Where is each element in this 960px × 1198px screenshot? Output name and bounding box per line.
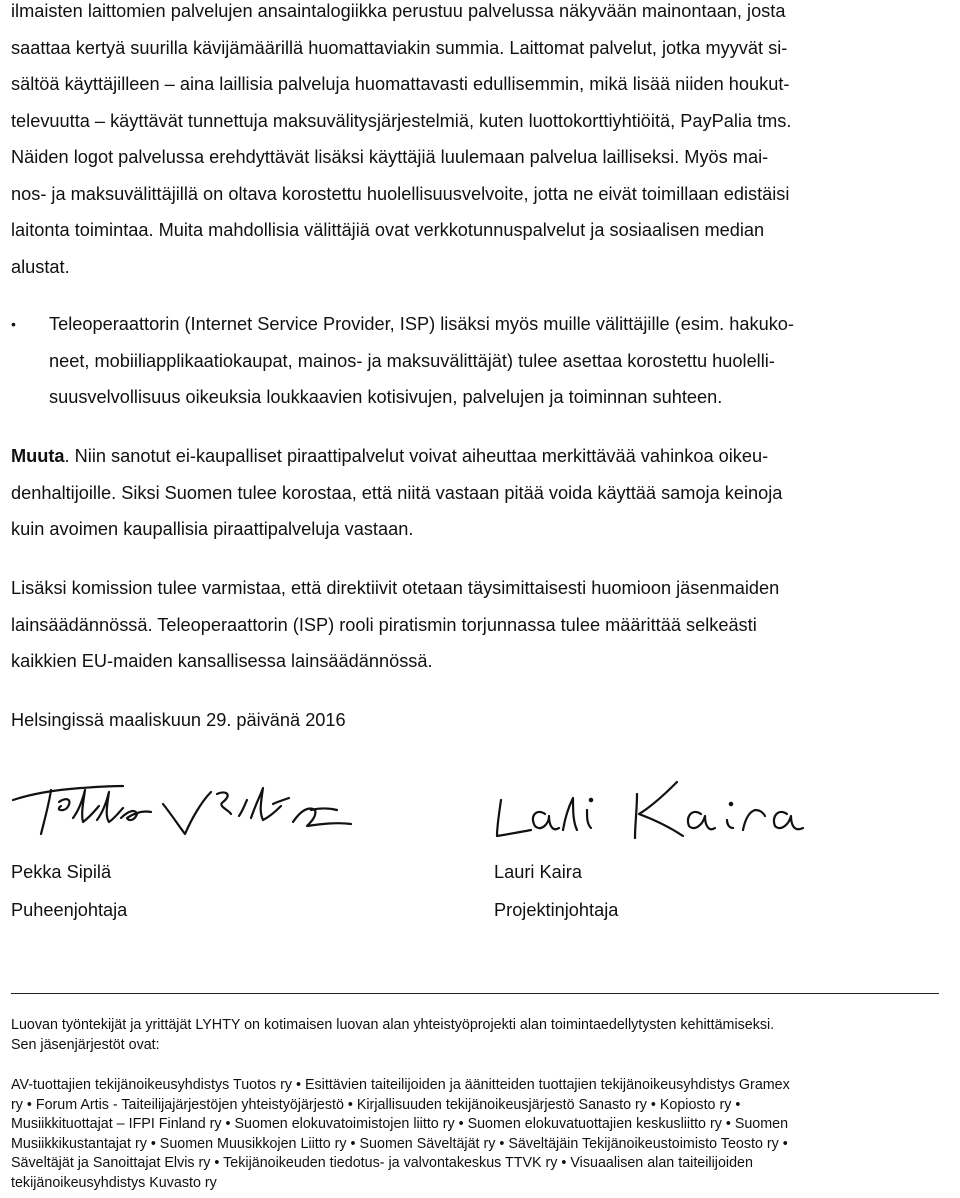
text-line: alustat. — [11, 256, 70, 277]
text-line: kaikkien EU-maiden kansallisessa lainsäädännössä. — [11, 651, 433, 671]
text-line: sältöä käyttäjilleen – aina laillisia palveluja huomattavasti edullisemmin, mikä lisää niiden houkut- — [11, 74, 790, 94]
footer-member-organizations — [11, 1076, 946, 1193]
text-line: Lisäksi komission tulee varmistaa, että direktiivit otetaan täysimittaisesti huomioon jäsenmaiden — [11, 578, 780, 598]
text-line — [11, 438, 782, 475]
text-line: lainsäädännössä. Teleoperaattorin (ISP) rooli piratismin torjunnassa tulee määrittää selkeästi — [11, 614, 757, 635]
text-line: televuutta – käyttävät tunnettuja maksuvälitysjärjestelmiä, kuten luottokorttiyhtiöitä, PayPalia tms. — [11, 110, 792, 131]
paragraph-muuta — [11, 438, 782, 548]
footer-line: Sen jäsenjärjestöt ovat: — [11, 1036, 160, 1053]
signatory-title: Projektinjohtaja — [494, 900, 619, 920]
paragraph-commission — [11, 570, 779, 680]
text-line: neet, mobiiliapplikaatiokaupat, mainos- ja maksuvälittäjät) tulee asettaa korostettu huolelli- — [49, 350, 775, 371]
footer-intro — [11, 1016, 946, 1055]
footer-line: Musiikkikustantajat ry • Suomen Muusikkojen Liitto ry • Suomen Säveltäjät ry • Säveltäjäin Tekijänoikeustoimisto Teosto ry • — [11, 1135, 788, 1152]
footer-line: Luovan työntekijät ja yrittäjät LYHTY on kotimaisen luovan alan yhteistyöprojekti alan toimintaedellytysten kehittämiseksi. — [11, 1017, 775, 1033]
signature-lauri-kaira-image — [487, 770, 847, 850]
paragraph-piracy-services — [11, 0, 791, 285]
section-heading-muuta: Muuta — [11, 446, 65, 466]
text-line: Näiden logot palvelussa erehdyttävät lisäksi käyttäjiä luulemaan palvelua lailliseksi. Myös mai- — [11, 147, 769, 167]
footer-divider — [11, 993, 939, 994]
signature-pekka-sipila-image — [11, 770, 371, 850]
bullet-icon: • — [11, 316, 16, 332]
text-line: kuin avoimen kaupallisia piraattipalveluja vastaan. — [11, 519, 414, 539]
footer-line: Musiikkituottajat – IFPI Finland ry • Suomen elokuvatoimistojen liitto ry • Suomen elokuvatuottajien keskusliitto ry • Suomen — [11, 1116, 789, 1132]
date-line — [11, 702, 346, 739]
footer-line: Säveltäjät ja Sanoittajat Elvis ry • Tekijänoikeuden tiedotus- ja valvontakeskus TTVK ry • Visuaalisen alan taiteilijoiden — [11, 1155, 753, 1171]
text-line: saattaa kertyä suurilla kävijämäärillä huomattaviakin summia. Laittomat palvelut, jotka myyvät si- — [11, 37, 788, 58]
text-line: denhaltijoille. Siksi Suomen tulee korostaa, että niitä vastaan pitää voida käyttää samoja keinoja — [11, 482, 783, 503]
text-line: ilmaisten laittomien palvelujen ansaintalogiikka perustuu palvelussa näkyvään mainontaan, josta — [11, 1, 786, 21]
date-text: Helsingissä maaliskuun 29. päivänä 2016 — [11, 710, 346, 730]
signatory-2 — [494, 853, 618, 929]
signatory-name: Pekka Sipilä — [11, 862, 112, 882]
signatory-1 — [11, 853, 127, 929]
text-line: laitonta toimintaa. Muita mahdollisia välittäjiä ovat verkkotunnuspalvelut ja sosiaalisen median — [11, 220, 765, 240]
text-line: suusvelvollisuus oikeuksia loukkaavien kotisivujen, palvelujen ja toiminnan suhteen. — [49, 387, 723, 407]
signatory-name: Lauri Kaira — [494, 862, 582, 882]
footer-line: AV-tuottajien tekijänoikeusyhdistys Tuotos ry • Esittävien taiteilijoiden ja äänitteiden tuottajien tekijänoikeusyhdistys Gramex — [11, 1077, 790, 1093]
footer — [11, 1016, 946, 1193]
footer-line: ry • Forum Artis - Taiteilijajärjestöjen yhteistyöjärjestö • Kirjallisuuden tekijänoikeusjärjestö Sanasto ry • Kopiosto ry • — [11, 1096, 741, 1113]
text-line: nos- ja maksuvälittäjillä on oltava korostettu huolellisuusvelvoite, jotta ne eivät toimillaan edistäisi — [11, 183, 790, 204]
signatory-title: Puheenjohtaja — [11, 900, 128, 920]
text-line-rest: . Niin sanotut ei-kaupalliset piraattipalvelut voivat aiheuttaa merkittävää vahinkoa oikeu- — [64, 446, 769, 466]
text-line: Teleoperaattorin (Internet Service Provider, ISP) lisäksi myös muille välittäjille (esim. hakuko- — [49, 314, 794, 334]
footer-line: tekijänoikeusyhdistys Kuvasto ry — [11, 1174, 217, 1191]
bullet-text — [49, 306, 794, 416]
